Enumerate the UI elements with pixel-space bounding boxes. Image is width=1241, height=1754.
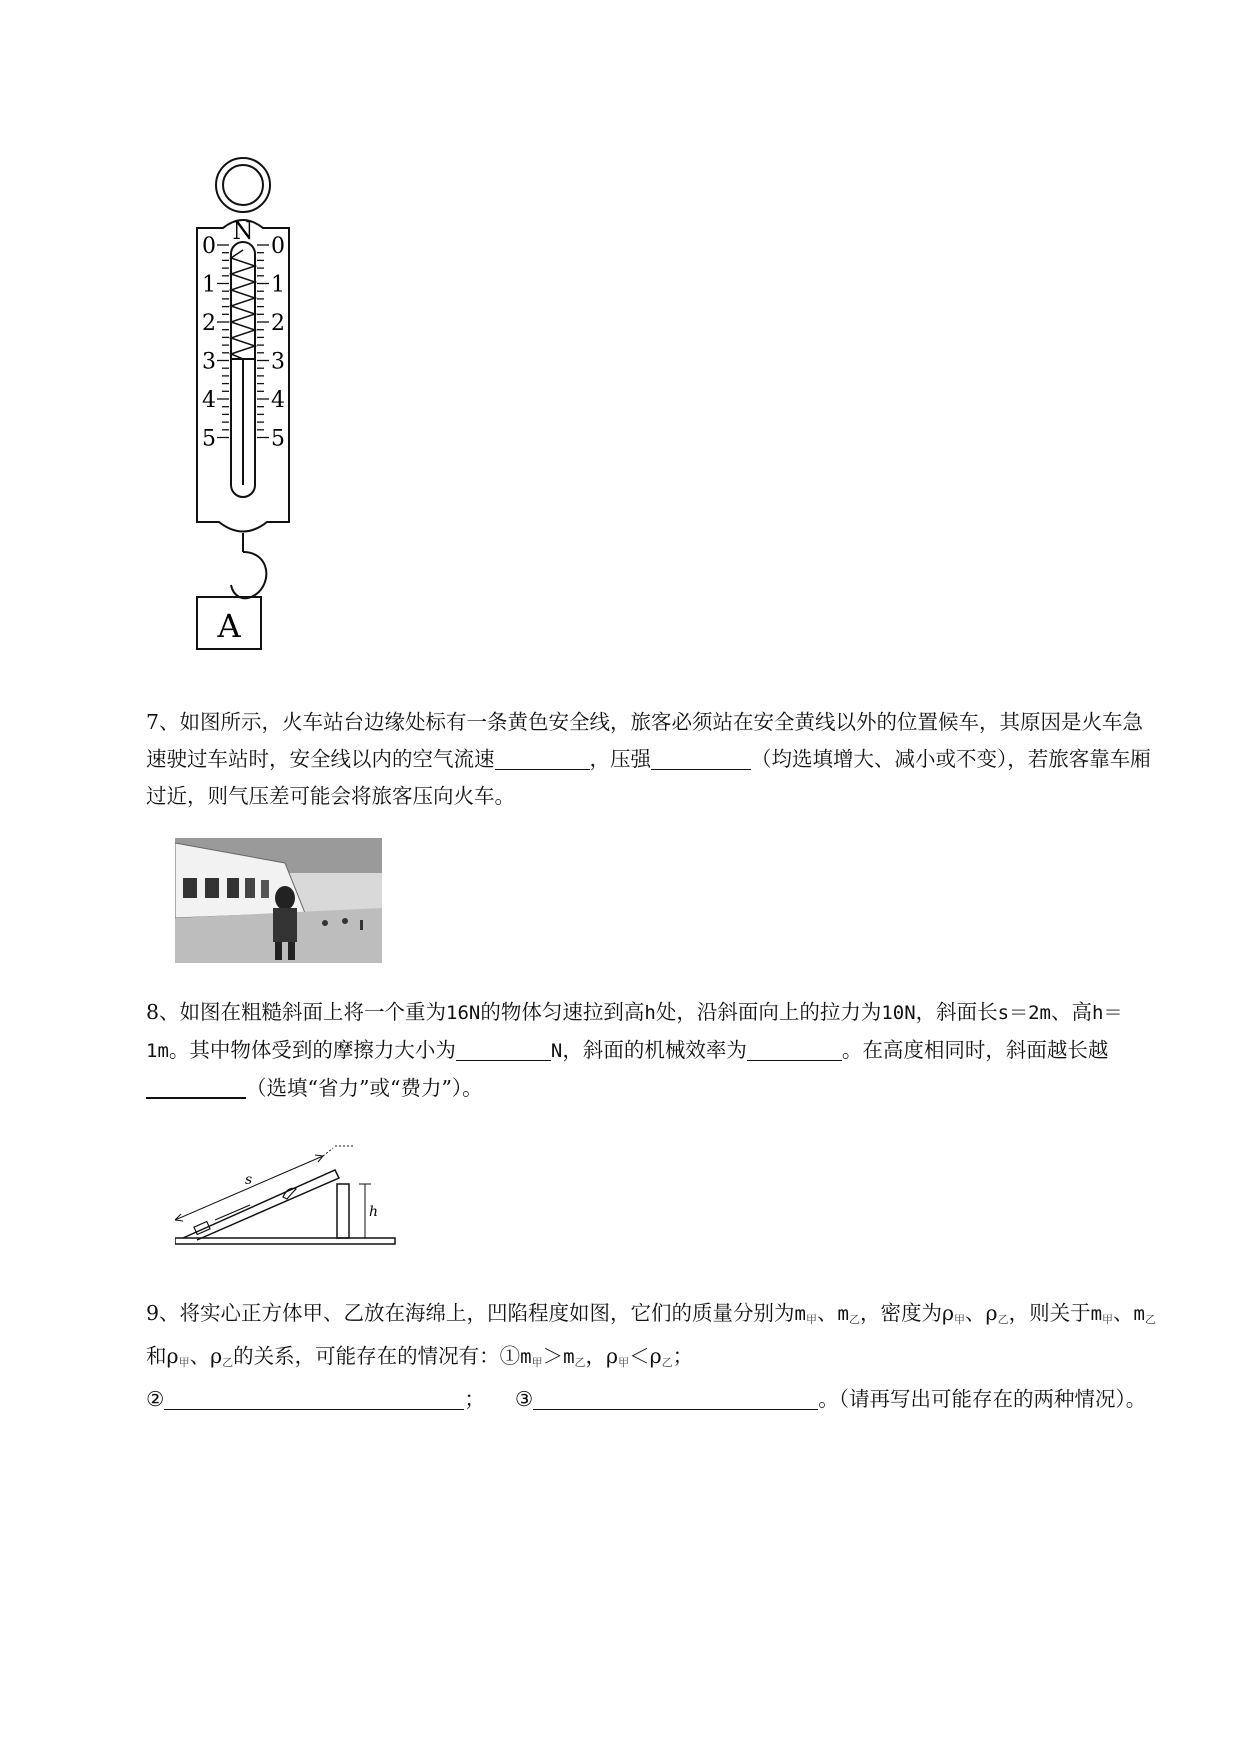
incline-h-label: h [369,1204,379,1220]
q9-sub: 甲 [806,1313,817,1326]
scale-label-right: 3 [271,349,285,375]
q9-m: m [1133,1303,1145,1325]
q7-text-1: 7、如图所示，火车站台边缘处标有一条黄色安全线，旅客必须站在安全黄线以外的位置候车，其原因是火车急速驶过车站时，安全线以内的空气流速 [146,710,1144,771]
q9-sub: 乙 [1144,1313,1156,1326]
q9-text-2: ，密度为 [859,1301,942,1325]
q8-text-3: 处，沿斜面向上的拉力为 [655,1000,882,1024]
q8-text-8: 。在高度相同时，斜面越长越 [841,1038,1109,1062]
q9-m: m [520,1346,532,1368]
q9-sub: 甲 [954,1313,966,1326]
q9-sub: 甲 [178,1356,190,1369]
q7-text-3: （均选填增大、减小或不变），若旅客靠车厢过近，则气压差可能会将旅客压向火车。 [146,747,1151,808]
q9-sub: 甲 [1102,1313,1114,1326]
q7-blank-pressure[interactable] [651,747,751,770]
scale-label-left: 1 [202,272,216,298]
q9-sub: 乙 [222,1356,234,1369]
q8-text-5: 、高 [1051,1000,1092,1024]
scale-label-left: 4 [202,388,216,413]
q9-sep: ； [672,1344,694,1368]
q8-text-2: 的物体匀速拉到高 [480,1000,645,1024]
q8-text-4: ，斜面长 [915,1000,998,1024]
q9-sep: 和 [146,1344,167,1368]
q9-sub: 乙 [997,1313,1009,1326]
scale-label-left: 0 [202,234,216,259]
q9-text-4: 的关系，可能存在的情况有：① [233,1344,521,1368]
q8-text-7: ，斜面的机械效率为 [562,1038,747,1062]
q7-blank-velocity[interactable] [495,747,590,770]
q8-blank-force[interactable] [146,1075,246,1099]
incline-figure [175,1140,410,1250]
q9-sep: ＜ [629,1344,650,1368]
scale-label-left: 3 [202,349,216,375]
scale-label-left: 5 [202,426,216,452]
train-platform-photo [175,838,382,963]
q9-sep: ； [464,1387,485,1411]
scale-unit-label: N [232,217,254,245]
q9-sub: 甲 [618,1356,630,1369]
q9-m: m [794,1303,806,1325]
q9-rho: ρ [941,1301,955,1325]
q9-text-1: 9、将实心正方体甲、乙放在海绵上，凹陷程度如图，它们的质量分别为 [146,1301,795,1325]
q9-rho: ρ [649,1344,662,1368]
q9-m: m [563,1346,575,1368]
q8-s-eq: s＝ [997,1002,1029,1024]
scale-label-right: 5 [271,426,285,452]
q9-text-3: 则关于 [1029,1301,1091,1325]
q8-text-6: 。其中物体受到的摩擦力大小为 [168,1038,456,1062]
q9-sub: 乙 [661,1356,673,1369]
question-8 [146,994,1156,1107]
q9-rho: ρ [210,1344,223,1368]
q9-rho: ρ [985,1301,998,1325]
q9-text-5: 。（请再写出可能存在的两种情况）。 [818,1387,1147,1411]
q9-sub: 乙 [574,1356,586,1369]
q9-rho: ρ [166,1344,179,1368]
question-7 [146,704,1156,815]
weight-label: A [217,607,241,645]
q9-circle-2: ② [146,1387,165,1411]
incline-s-label: s [245,1172,253,1188]
q8-blank-efficiency[interactable] [747,1038,842,1061]
q9-sep: 、 [965,1301,986,1325]
scale-label-right: 2 [271,311,285,336]
spring-scale-figure [195,155,305,655]
q9-rho: ρ [606,1344,619,1368]
scale-label-left: 2 [202,311,216,336]
q9-sub: 乙 [848,1313,860,1326]
q8-force: 10N [881,1002,916,1024]
q8-text-9: （选填“省力”或“费力”）。 [246,1076,483,1100]
q9-sep: 、 [189,1344,211,1368]
q9-sep: 、 [817,1301,838,1325]
q9-m: m [1090,1303,1103,1325]
q9-sep: ＞ [542,1344,564,1368]
question-9 [146,1295,1156,1418]
q9-circle-3: ③ [514,1387,534,1411]
q8-h: h [644,1002,656,1024]
q9-sub: 甲 [531,1356,543,1369]
q8-s-val: 2m [1028,1002,1051,1024]
q9-sep: ， [1008,1301,1030,1325]
q9-sep: 、 [1113,1301,1134,1325]
q8-text-1: 8、如图在粗糙斜面上将一个重为 [146,1000,447,1024]
q8-unit-n: N [550,1040,563,1062]
scale-label-right: 4 [271,388,285,413]
q9-m: m [837,1303,849,1325]
q8-blank-friction[interactable] [456,1038,551,1061]
q7-text-2: ，压强 [589,747,651,771]
q8-h-eq: h＝1m [146,1002,1123,1062]
scale-label-right: 0 [271,234,285,259]
scale-label-right: 1 [271,272,285,298]
q9-blank-case-3[interactable] [533,1387,818,1410]
q9-sep: ， [585,1344,607,1368]
q9-blank-case-2[interactable] [164,1387,464,1410]
q8-weight: 16N [446,1002,481,1024]
